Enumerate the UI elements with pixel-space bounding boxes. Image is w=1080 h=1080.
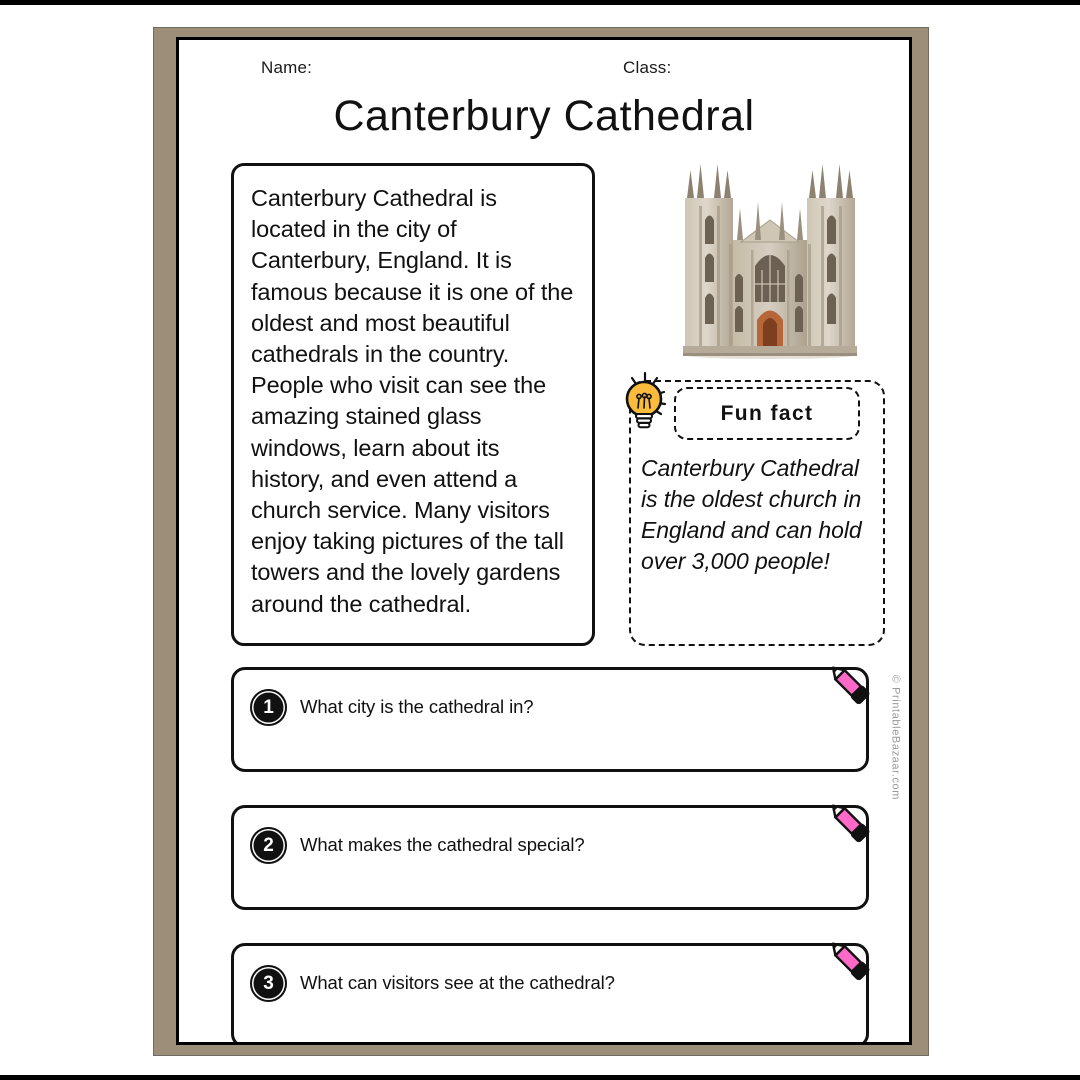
- watermark: © PrintableBazaar.com: [889, 674, 901, 800]
- canvas-bottom-edge-bar: [0, 1075, 1080, 1080]
- pencil-icon: [822, 794, 880, 852]
- fun-fact-title: Fun fact: [720, 401, 814, 425]
- pencil-icon: [822, 656, 880, 714]
- page-title: Canterbury Cathedral: [333, 92, 755, 140]
- fun-fact-text: Canterbury Cathedral is the oldest church in England and can hold over 3,000 people!: [641, 455, 862, 574]
- question-text: What can visitors see at the cathedral?: [300, 972, 615, 993]
- question-text: What makes the cathedral special?: [300, 834, 585, 855]
- page-frame: [153, 27, 929, 1056]
- lightbulb-icon: [619, 370, 677, 436]
- name-label: Name:: [261, 58, 313, 77]
- canvas-top-edge-bar: [0, 0, 1080, 5]
- passage-box: [231, 163, 595, 646]
- header-row: [179, 58, 909, 88]
- question-text: What city is the cathedral in?: [300, 696, 534, 717]
- fun-fact-title-box: [674, 387, 860, 440]
- question-row[interactable]: [231, 943, 869, 1045]
- question-number-badge: 1: [250, 689, 287, 726]
- passage-text: Canterbury Cathedral is located in the city of Canterbury, England. It is famous because it is one of the oldest and most beautiful cathedrals in the country. People who visit can see the amazing stained glass windows, learn about its history, and even attend a church service. Many visitors enjoy taking pictures of the tall towers and the lovely gardens around the cathedral.: [251, 185, 574, 617]
- question-row[interactable]: [231, 667, 869, 772]
- pencil-icon: [822, 932, 880, 990]
- worksheet-sheet: [176, 37, 912, 1045]
- class-label: Class:: [623, 58, 672, 77]
- question-number-badge: 2: [250, 827, 287, 864]
- question-number-badge: 3: [250, 965, 287, 1002]
- question-row[interactable]: [231, 805, 869, 910]
- cathedral-image: [667, 158, 872, 363]
